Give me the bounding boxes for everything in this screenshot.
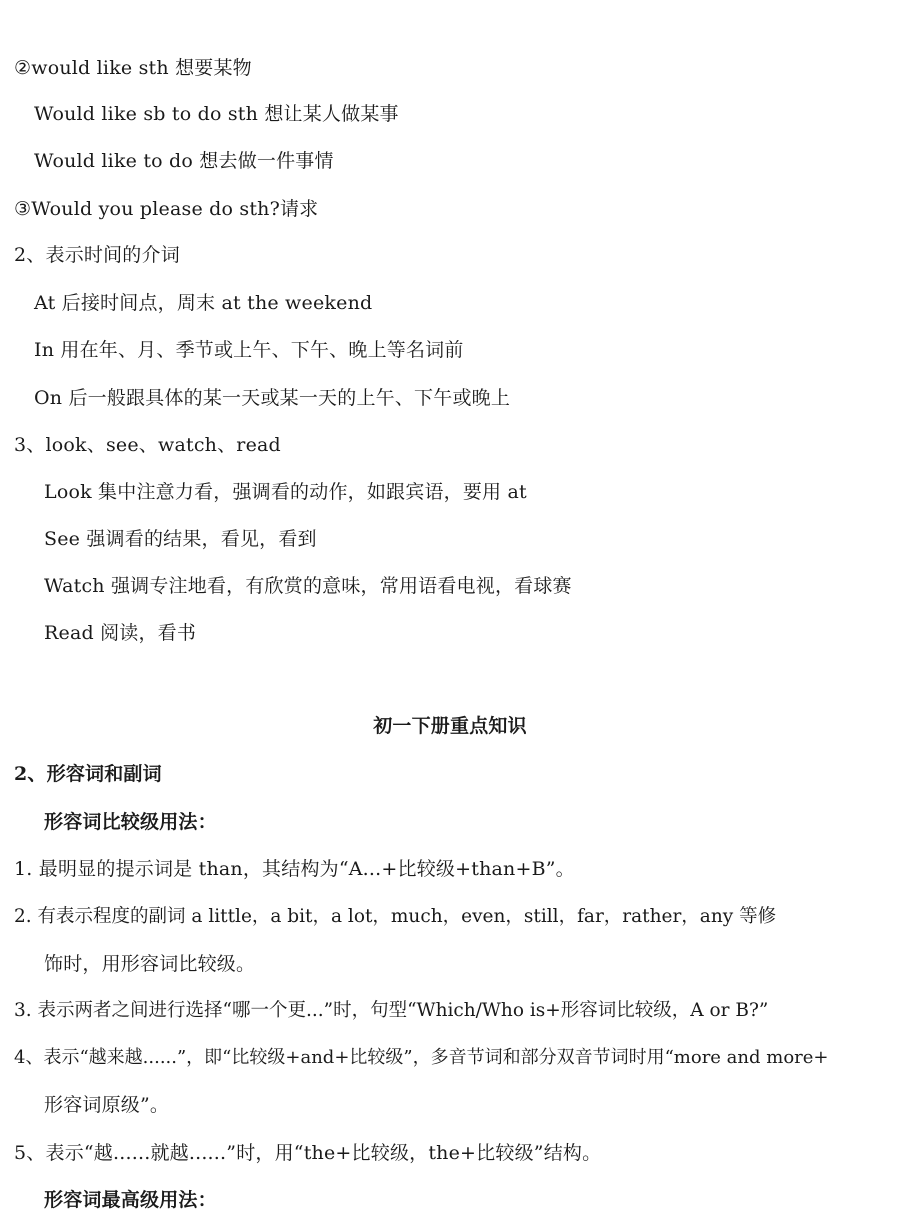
text-line: Look 集中注意力看，强调看的动作，如跟宾语，要用 at [44,481,527,503]
text-line: 2、表示时间的介词 [14,244,180,266]
text-line: Would like sb to do sth 想让某人做某事 [34,103,399,125]
text-line: On 后一般跟具体的某一天或某一天的上午、下午或晚上 [34,387,511,409]
text-line: 形容词原级”。 [44,1094,170,1116]
text-line: Would like to do 想去做一件事情 [34,150,334,172]
text-line: See 强调看的结果，看见，看到 [44,528,317,550]
text-line: 2. 有表示程度的副词 a little，a bit，a lot，much，even，still，far，rather，any 等修 [14,906,777,927]
text-line: At 后接时间点，周末 at the weekend [34,292,373,314]
text-line: 4、表示“越来越......”，即“比较级+and+比较级”，多音节词和部分双音节词时用“more and more+ [14,1047,829,1068]
text-line: 饰时，用形容词比较级。 [44,953,256,975]
subheading: 形容词比较级用法： [44,811,217,833]
text-line: 5、表示“越......就越......”时，用“the+比较级，the+比较级”结构。 [14,1142,602,1164]
text-line: Read 阅读，看书 [44,622,197,644]
text-line: In 用在年、月、季节或上午、下午、晚上等名词前 [34,339,464,361]
text-line: ②would like sth 想要某物 [14,57,252,79]
text-line: ③Would you please do sth?请求 [14,198,319,220]
text-line: 3、look、see、watch、read [14,434,281,456]
text-line: 3. 表示两者之间进行选择“哪一个更...”时，句型“Which/Who is+形容词比较级，A or B?” [14,1000,769,1021]
text-line: 1. 最明显的提示词是 than，其结构为“A...+比较级+than+B”。 [14,858,575,880]
subheading: 形容词最高级用法： [44,1189,217,1211]
text-line: Watch 强调专注地看，有欣赏的意味，常用语看电视，看球赛 [44,575,572,597]
heading: 2、形容词和副词 [14,763,162,785]
section-title: 初一下册重点知识 [373,715,527,737]
